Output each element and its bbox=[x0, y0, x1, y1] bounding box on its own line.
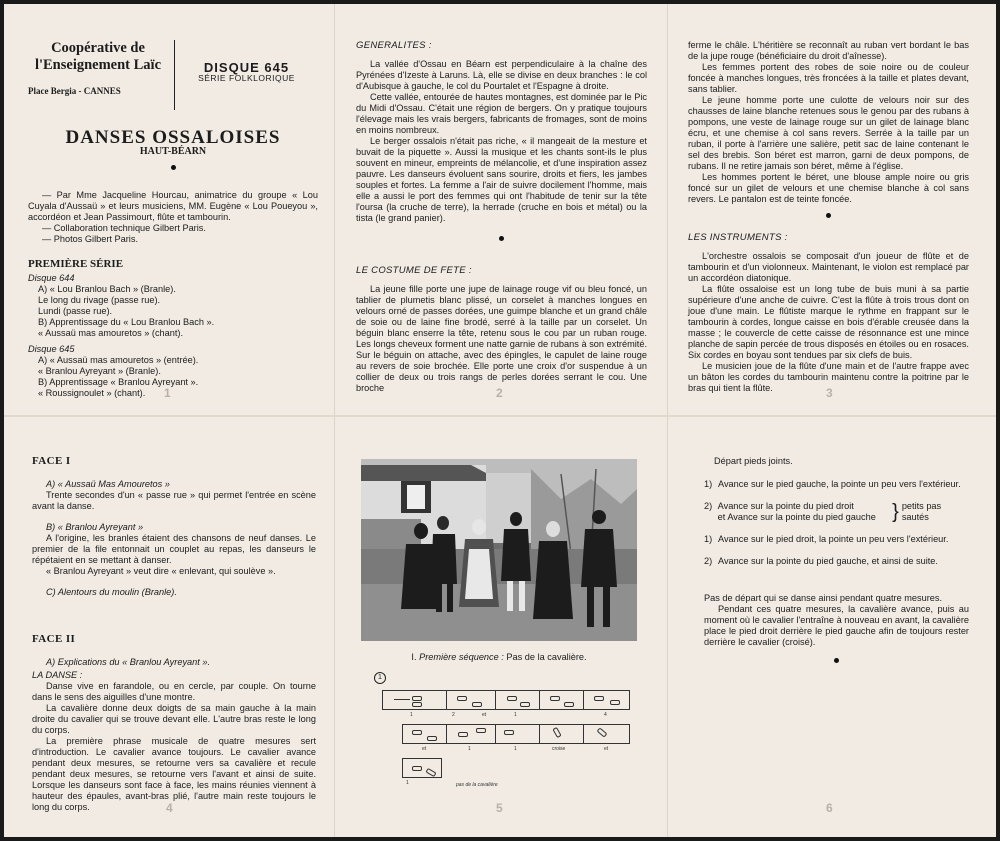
track-item: « Roussignoulet » (chant). bbox=[38, 388, 146, 398]
paragraph: Cette vallée, entourée de hautes montagnes, est dominée par le Pic du Midi d'Ossau. C'était une région de bergers. On y pratique toujours l'élevage mais les vrais bergers, fabricants de fromages, sont de moins en moins nombreux. bbox=[356, 92, 647, 135]
section-heading: LES INSTRUMENTS : bbox=[688, 232, 788, 243]
publisher-block bbox=[28, 40, 175, 110]
panel-4 bbox=[32, 456, 316, 813]
track-item: A) « Aussaü mas amouretos » (entrée). bbox=[38, 355, 199, 365]
track-list bbox=[28, 284, 318, 339]
paragraph: « Branlou Ayreyant » veut dire « enlevant, qui soulève ». bbox=[46, 566, 276, 576]
track-item: Lundi (passe rue). bbox=[38, 306, 113, 316]
page-number: 4 bbox=[166, 801, 173, 815]
diagram-label: 1 bbox=[406, 780, 409, 786]
foot-mark bbox=[427, 736, 437, 741]
foot-mark bbox=[472, 702, 482, 707]
fold-line bbox=[334, 4, 335, 837]
caption-prefix: I. bbox=[411, 652, 420, 662]
bullet-dot bbox=[826, 213, 831, 218]
step-text: Avance sur le pied gauche, la pointe un peu vers l'extérieur. bbox=[718, 479, 961, 489]
panel-3 bbox=[688, 40, 969, 394]
section-heading: FACE I bbox=[32, 455, 71, 467]
fold-line bbox=[667, 4, 668, 837]
foot-mark bbox=[610, 700, 620, 705]
paragraph: La première phrase musicale de quatre mesures sert d'introduction. Le cavalier avance toujours. Le cavalier avance pendant deux mesures, se retourne vers sa cavalière et recule pendant deux mesures, se retourne vers l'avant et ainsi de suite. Lorsque les danseurs sont face à face, les mains réunies viennent à hauteur des épaules, avant-bras plié, l'autre main reste toujours le long du corps. bbox=[32, 736, 316, 812]
dancers-photo bbox=[361, 459, 637, 641]
step-text: Avance sur le pied droit, la pointe un peu vers l'extérieur. bbox=[718, 534, 949, 544]
credit-line: — Collaboration technique Gilbert Paris. bbox=[42, 223, 206, 233]
paragraph: ferme le châle. L'héritière se reconnaît au ruban vert bordant le bas de la jupe rouge (bénéficiaire du droit d'aînesse). bbox=[688, 40, 969, 61]
step-text-group bbox=[718, 501, 889, 523]
page-number: 1 bbox=[164, 386, 171, 400]
diagram-cell bbox=[446, 690, 496, 710]
disque-number: DISQUE 645 bbox=[203, 60, 290, 75]
step-number: 1) bbox=[704, 534, 713, 544]
step-number: 2) bbox=[704, 501, 713, 511]
foot-mark bbox=[458, 732, 468, 737]
paragraph: Pas de départ qui se danse ainsi pendant quatre mesures. bbox=[704, 593, 943, 603]
diagram-label: et bbox=[482, 712, 487, 718]
foot-mark bbox=[507, 696, 517, 701]
disque-label: Disque 644 bbox=[28, 273, 75, 283]
paragraph: Les femmes portent des robes de soie noire ou de couleur foncée à manches longues, très froncées à la taille et plates devant, sans tablier. bbox=[688, 62, 969, 94]
diagram-label: 1 bbox=[468, 746, 471, 752]
brace-glyph: } bbox=[892, 501, 899, 523]
foot-mark bbox=[412, 730, 422, 735]
step-item bbox=[704, 501, 969, 523]
diagram-cell bbox=[539, 724, 584, 744]
photo-caption bbox=[361, 652, 637, 662]
sequence-marker: 1 bbox=[374, 672, 386, 684]
page-subtitle: HAUT-BÉARN bbox=[139, 146, 207, 157]
step-number: 2) bbox=[704, 556, 713, 566]
publisher-header bbox=[28, 40, 318, 110]
step-item bbox=[704, 556, 969, 567]
diagram-cell bbox=[402, 758, 442, 778]
diagram-cell bbox=[446, 724, 496, 744]
bullet-dot bbox=[499, 236, 504, 241]
foot-mark bbox=[412, 696, 422, 701]
paragraph: La cavalière donne deux doigts de sa main gauche à la main droite du cavalier qui se trouve devant elle. L'autre bras reste le long du corps. bbox=[32, 703, 316, 735]
track-item: B) Apprentissage du « Lou Branlou Bach ». bbox=[38, 317, 215, 327]
serie-label: SÉRIE FOLKLORIQUE bbox=[198, 73, 295, 83]
page-number: 2 bbox=[496, 386, 503, 400]
track-item: « Aussaü mas amouretos » (chant). bbox=[38, 328, 184, 338]
step-text: et Avance sur la pointe du pied gauche bbox=[717, 512, 876, 522]
disque-block bbox=[175, 40, 318, 110]
panel-6 bbox=[704, 456, 969, 673]
diagram-cell bbox=[539, 690, 584, 710]
paragraph: La jeune fille porte une jupe de lainage rouge vif ou bleu foncé, un tablier de plumetis blanc plissé, un corselet à manches longues en velours orné de passes dorées, une guimpe blanche et un grand châle de soie ou de laine fine brodé, serré à la taille par un corselet. Un béguin blanc enserre la tête, retenu sous le cou par un ruban rouge. Les longs cheveux forment une natte garnie de rubans à son extrémité. Sur le béguin on attache, avec des épingles, le capulet de laine rouge au revers de soie brochée. Elle porte une croix d'or suspendue à un collier de deux ou trois rangs de perles dorées serrant le cou. Une broche bbox=[356, 284, 647, 393]
track-title: B) « Branlou Ayreyant » bbox=[46, 522, 144, 532]
section-heading: LA DANSE : bbox=[32, 670, 83, 680]
diagram-label: croise bbox=[552, 746, 566, 752]
step-item bbox=[704, 534, 969, 545]
publisher-name: Coopérative de bbox=[51, 40, 145, 56]
foot-mark bbox=[504, 730, 514, 735]
section-heading: FACE II bbox=[32, 633, 76, 645]
diagram-label: 2 bbox=[452, 712, 455, 718]
paragraph: Les hommes portent le béret, une blouse ample noire ou gris foncé sur un gilet de velours et une chemise blanche à col sans revers. Le pantalon est de teinte foncée. bbox=[688, 172, 969, 204]
credit-line: — Par Mme Jacqueline Hourcau, animatrice du groupe « Lou Cuyala d'Aussaü » et leurs musiciens, MM. Eugène « Lou Poueyou », accordéon et Jean Passimourt, flûte et tambourin. bbox=[28, 190, 318, 222]
paragraph: La vallée d'Ossau en Béarn est perpendiculaire à la chaîne des Pyrénées d'Izeste à Laruns. Là, elle se divise en deux branches : le col d'Aubisque à gauche, le col du Pourtalet et l'Espagne à droite. bbox=[356, 59, 647, 91]
bullet-dot bbox=[834, 658, 839, 663]
diagram-label: et bbox=[422, 746, 427, 752]
paragraph: A l'origine, les branles étaient des chansons de neuf danses. Le premier de la file entonnait un couplet au repas, les danseurs le répétaient en se mettant à danser. bbox=[32, 533, 316, 565]
paragraph: Le musicien joue de la flûte d'une main et de l'autre frappe avec un bâton les cordes du tambourin maintenu contre la poitrine par le bras qui tient la flûte. bbox=[688, 361, 969, 393]
fold-line bbox=[4, 415, 996, 417]
paragraph: La flûte ossaloise est un long tube de buis muni à sa partie supérieure d'une anche de cuivre. C'est la flûte à trois trous dont on joue d'une main. Le flûtiste marque le rythme en frappant sur le tambourin à cordes, longue caisse en bois d'érable creusée dans la masse ; le couvercle de cette caisse de résonnance est une mince planche de sapin percée de trous disposés en étoiles ou en rosaces. Six cordes en boyau sont tendues par six clefs de buis. bbox=[688, 284, 969, 360]
diagram-cell bbox=[583, 690, 630, 710]
foot-mark bbox=[594, 696, 604, 701]
diagram-cell bbox=[402, 724, 447, 744]
track-item: Le long du rivage (passe rue). bbox=[38, 295, 161, 305]
diagram-label: et bbox=[604, 746, 609, 752]
step-diagram bbox=[372, 670, 632, 786]
paragraph: Le jeune homme porte une culotte de velours noir sur des chausses de laine blanche retenues sous le genou par des rubans à pompons, une veste de lainage rouge sur un gilet de lainage blanc écru, et une chemise à col sans revers. Serrée à la taille par un ruban, il porte à l'arrière une salière, petit sac de laine contenant le sel des brebis. Son béret est marron, garni de deux pompons, de rubans. Il ne retire jamais son béret, même à l'église. bbox=[688, 95, 969, 171]
page-number: 6 bbox=[826, 801, 833, 815]
foot-mark bbox=[564, 702, 574, 707]
track-list bbox=[28, 355, 318, 399]
track-item: B) Apprentissage « Branlou Ayreyant ». bbox=[38, 377, 199, 387]
panel-2 bbox=[356, 40, 647, 394]
publisher-address: Place Bergia - CANNES bbox=[28, 86, 121, 96]
track-item: « Branlou Ayreyant » (Branle). bbox=[38, 366, 161, 376]
paragraph: Pendant ces quatre mesures, la cavalière avance, puis au moment où le cavalier l'entraîne à nouveau en avant, la cavalière place le pied droit derrière le pied gauche afin de toujours rester derrière le cavalier (croisé). bbox=[704, 604, 969, 647]
step-text: Avance sur la pointe du pied gauche, et ainsi de suite. bbox=[718, 556, 938, 566]
section-heading: GENERALITES : bbox=[356, 40, 432, 51]
section-heading: PREMIÈRE SÉRIE bbox=[28, 258, 124, 270]
leaflet-sheet bbox=[4, 4, 996, 837]
track-title: C) Alentours du moulin (Branle). bbox=[46, 587, 177, 597]
caption-text: Pas de la cavalière. bbox=[503, 652, 587, 662]
diagram-label: 1 bbox=[514, 746, 517, 752]
foot-mark bbox=[476, 728, 486, 733]
bullet-dot bbox=[171, 165, 176, 170]
step-number: 1) bbox=[704, 479, 713, 489]
step-text: Avance sur la pointe du pied droit bbox=[717, 501, 854, 511]
foot-mark bbox=[520, 702, 530, 707]
panel-1 bbox=[28, 40, 318, 399]
track-item: A) « Lou Branlou Bach » (Branle). bbox=[38, 284, 176, 294]
paragraph: Le berger ossalois n'était pas riche, « il mangeait de la mesture et buvait de la piquette ». Aussi la musique et les chants sont-ils le plus souvent en mineur, empreints de mélancolie, et d'une inspiration assez pauvre. Les danseurs évoluent sans sourire, droits et fiers, les jambes souples et fortes. La femme a l'air de suivre docilement l'homme, mais elle a aussi le port des femmes qui ont l'habitude de tenir sur la tête l'oursa (la cruche de terre), la herrade (cruche en bois et métal) ou la tista (le grand panier). bbox=[356, 136, 647, 223]
foot-mark bbox=[412, 766, 422, 771]
diagram-caption: pas de la cavalière bbox=[456, 782, 498, 788]
publisher-name: l'Enseignement Laïc bbox=[34, 57, 162, 73]
caption-italic: Première séquence : bbox=[419, 652, 504, 662]
paragraph: L'orchestre ossalois se composait d'un joueur de flûte et de tambourin et d'un violonneux. Maintenant, le violon est remplacé par un accordéon diatonique. bbox=[688, 251, 969, 283]
disque-label: Disque 645 bbox=[28, 344, 75, 354]
page-number: 5 bbox=[496, 801, 503, 815]
page-number: 3 bbox=[826, 386, 833, 400]
step-item bbox=[704, 479, 969, 490]
photo-image bbox=[361, 459, 637, 641]
diagram-cell bbox=[495, 724, 540, 744]
foot-mark bbox=[550, 696, 560, 701]
foot-mark bbox=[457, 696, 467, 701]
diagram-label: 4 bbox=[604, 712, 607, 718]
track-title: A) Explications du « Branlou Ayreyant ». bbox=[46, 657, 211, 667]
foot-mark bbox=[412, 702, 422, 707]
diagram-label: 1 bbox=[410, 712, 413, 718]
page-title: DANSES OSSALOISES bbox=[65, 127, 281, 148]
paragraph: Danse vive en farandole, ou en cercle, par couple. On tourne dans le sens des aiguilles d'une montre. bbox=[32, 681, 316, 702]
step-intro: Départ pieds joints. bbox=[714, 456, 793, 466]
step-arrow bbox=[394, 699, 410, 700]
diagram-label: 1 bbox=[514, 712, 517, 718]
track-title: A) « Aussaü Mas Amouretos » bbox=[46, 479, 170, 489]
diagram-cell bbox=[495, 690, 540, 710]
paragraph: Trente secondes d'un « passe rue » qui permet l'entrée en scène avant la danse. bbox=[32, 490, 316, 511]
brace-note: petits pas sautés bbox=[901, 501, 942, 522]
credit-line: — Photos Gilbert Paris. bbox=[42, 234, 138, 244]
section-heading: LE COSTUME DE FETE : bbox=[356, 265, 472, 276]
